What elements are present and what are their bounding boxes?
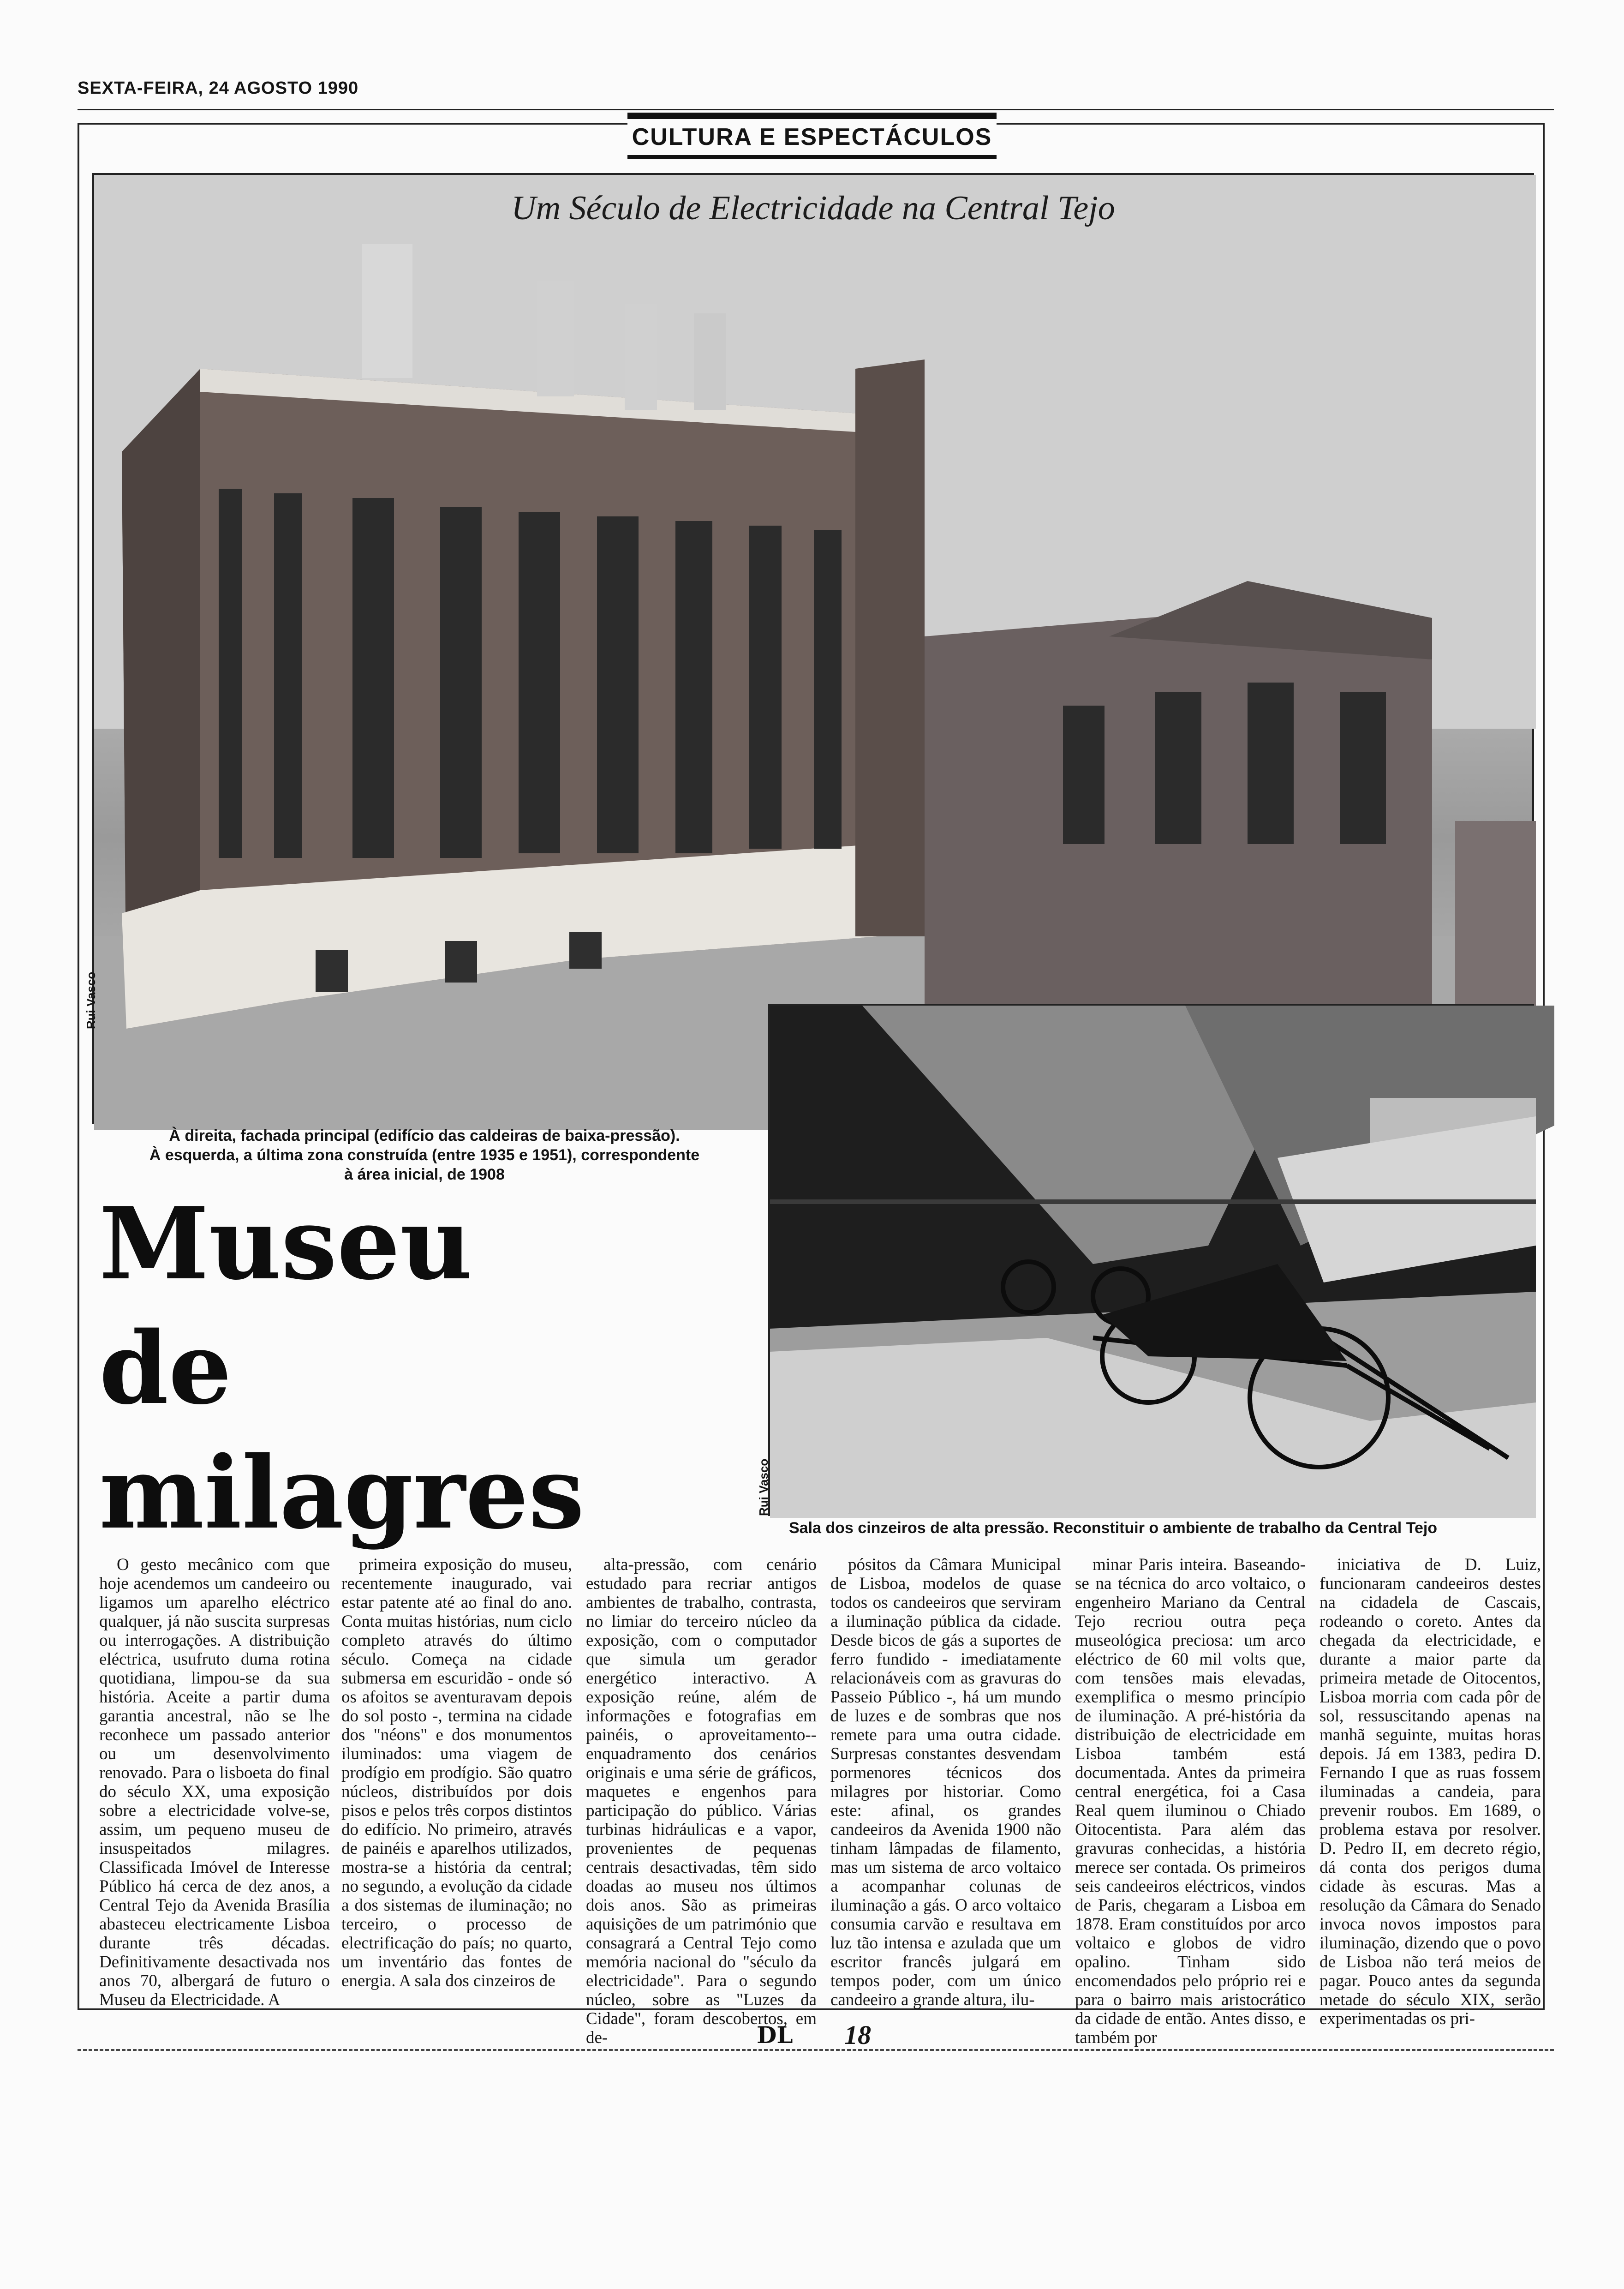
header-rule [78,109,1554,110]
headline-line: Museu [99,1185,472,1302]
caption-line: À direita, fachada principal (edifício das caldeiras de baixa-pressão). [169,1127,680,1144]
article-column-5: minar Paris inteira. Baseando-se na técnica do arco voltaico, o engenheiro Mariano da Central Tejo recriou outra peça museológica preciosa: um arco eléctrico de 60 mil volts que, com tensões mais elevadas, exemplifica o mesmo princípio de iluminação. A pré-história da distribuição de electricidade em Lisboa também está documentada. Antes da primeira central energética, foi a Casa Real quem iluminou o Chiado Oitocentista. Para além das gravuras conhecidas, a história merece ser contada. Os primeiros seis candeeiros eléctricos, vindos de Paris, chegaram a Lisboa em 1878. Eram constituídos por arco voltaico e globos de vidro opalino. Tinham sido encomendados pelo próprio rei e para o bairro mais aristocrático da cidade de então. Antes disso, e também por [1075,1555,1306,2047]
main-photo [92,173,1534,1124]
headline [99,1181,745,1555]
article-column-2: primeira exposição do museu, recentemente inaugurado, vai estar patente até ao final do ano. Conta muitas histórias, num ciclo completo através do último século. Começa na cidade submersa em escuridão - onde só os afoitos se aventuravam depois do sol posto -, termina na cidade dos "néons" e dos monumentos iluminados: uma viagem de prodígio em prodígio. São quatro núcleos, distribuídos por dois pisos e pelos três corpos distintos do edifício. No primeiro, através de painéis e aparelhos utilizados, mostra-se a história da central; no segundo, a evolução da cidade a dos sistemas de iluminação; no terceiro, o processo de electrificação do país; no quarto, um inventário das fontes de energia. A sala dos cinzeiros de [341,1555,572,1990]
building-illustration [94,175,1536,1126]
newspaper-logo: DL [757,2021,793,2049]
section-label: CULTURA E ESPECTÁCULOS [632,124,992,150]
caption-line: à área inicial, de 1908 [344,1166,505,1183]
footer-rule [78,2049,1554,2051]
article-column-4: pósitos da Câmara Municipal de Lisboa, modelos de quase todos os candeeiros que serviram a iluminação pública da cidade. Desde bicos de gás a suportes de ferro fundido - imediatamente relacionáveis com as gravuras do Passeio Público -, há um mundo de luzes e de sombras que nos remete para uma outra cidade. Surpresas constantes desvendam pormenores técnicos dos milagres por historiar. Como este: afinal, os grandes candeeiros da Avenida 1900 não tinham lâmpadas de filamento, mas um sistema de arco voltaico a acompanhar colunas de iluminação a gás. O arco voltaico consumia carvão e resultava em luz tão intensa e azulada que um escritor francês julgará em tempos poder, com um único candeeiro a grande altura, ilu- [830,1555,1061,2009]
page-number: 18 [844,2020,871,2050]
dateline: SEXTA-FEIRA, 24 AGOSTO 1990 [78,78,359,98]
caption-line: À esquerda, a última zona construída (entre 1935 e 1951), correspondente [149,1146,700,1164]
article-column-3: alta-pressão, com cenário estudado para recriar antigos ambientes de trabalho, contrasta, no limiar do terceiro núcleo da exposição, com o computador que simula um gerador energético interactivo. A exposição reúne, além de informações e fotografias em painéis, o aproveitamento--enquadramento dos cenários originais e uma série de gráficos, maquetes e engenhos para participação do público. Várias turbinas hidráulicas e a vapor, provenientes de pequenas centrais desactivadas, têm sido doadas ao museu nos últimos dois anos. São as primeiras aquisições de um património que consagrará a Central Tejo como memória nacional do "século da electricidade". Para o segundo núcleo, sobre as "Luzes da Cidade", foram descobertos, em de- [586,1555,817,2047]
photo-title: Um Século de Electricidade na Central Tejo [511,189,1115,227]
inset-photo-caption: Sala dos cinzeiros de alta pressão. Reconstituir o ambiente de trabalho da Central Tejo [789,1519,1438,1537]
hall-illustration [770,1006,1536,1518]
photo-credit: Rui Vasco [84,971,98,1029]
inset-photo [768,1004,1534,1516]
article-column-1: O gesto mecânico com que hoje acendemos um candeeiro ou ligamos um aparelho eléctrico qualquer, já não suscita surpresas ou interrogações. A distribuição eléctrica, usufruto duma rotina quotidiana, limpou-se da sua história. Aceite a partir duma garantia ancestral, não se lhe reconhece um passado anterior ou um desenvolvimento renovado. Para o lisboeta do final do século XX, uma exposição sobre a electricidade volve-se, assim, um pequeno museu de insuspeitados milagres. Classificada Imóvel de Interesse Público há cerca de dez anos, a Central Tejo da Avenida Brasília abasteceu electricamente Lisboa durante três décadas. Definitivamente desactivada nos anos 70, albergará de futuro o Museu da Electricidade. A [99,1555,330,2009]
section-banner [627,113,997,159]
inset-photo-credit: Rui Vasco [757,1458,770,1516]
main-photo-caption [115,1126,734,1184]
article-column-6: iniciativa de D. Luiz, funcionaram candeeiros destes na cidadela de Cascais, rodeando o coreto. Antes da chegada da electricidade, e durante a maior parte da primeira metade de Oitocentos, Lisboa morria com cada pôr de sol, ressuscitando apenas na manhã seguinte, muitas horas depois. Já em 1383, pedira D. Fernando I que as ruas fossem iluminadas a candeia, para prevenir roubos. Em 1689, o problema estava por resolver. D. Pedro II, em decreto régio, dá conta dos perigos duma cidade às escuras. Mas a resolução da Câmara do Senado invoca novos impostos para iluminação, dizendo que o povo de Lisboa não terá meios de pagar. Pouco antes da segunda metade do século XIX, serão experimentadas os pri- [1320,1555,1541,2028]
headline-line: milagres [99,1434,585,1551]
headline-line: de [99,1310,232,1426]
